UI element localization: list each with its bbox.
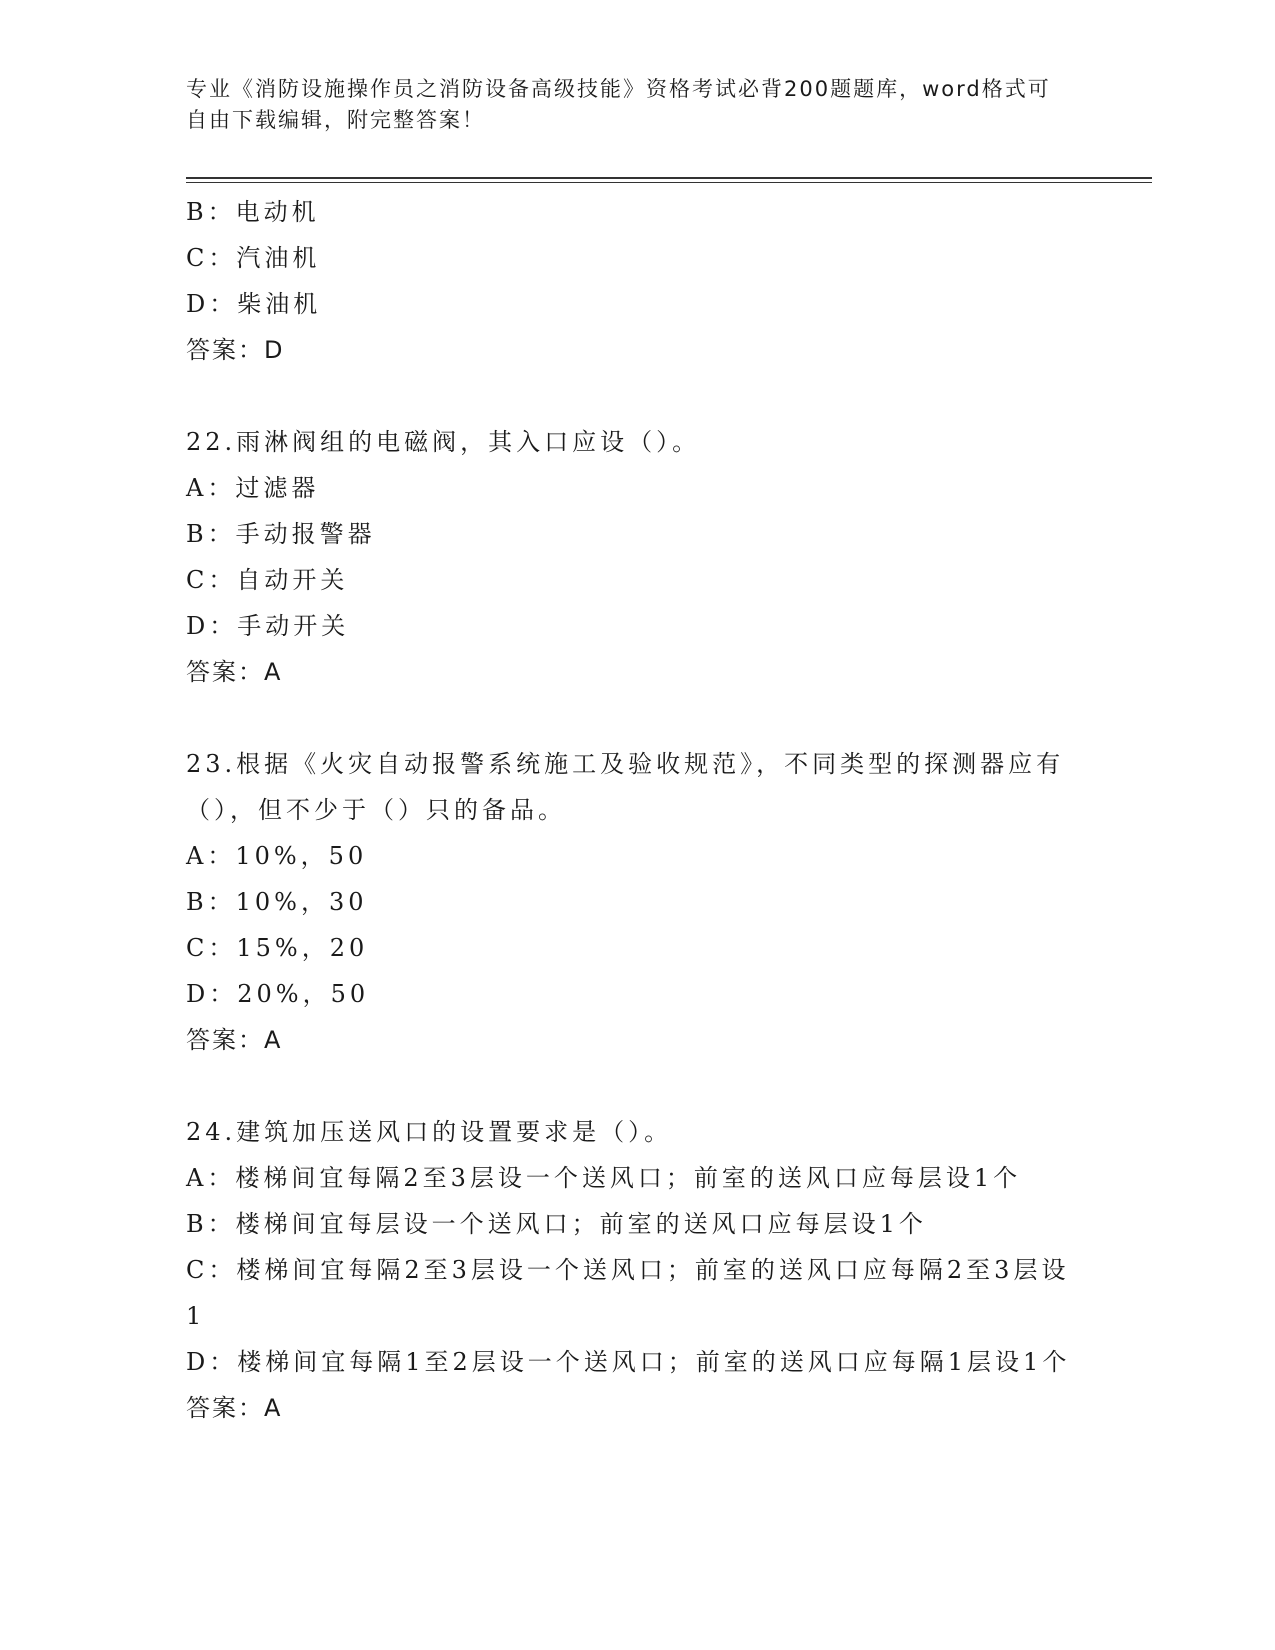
q22-question: 22.雨淋阀组的电磁阀，其入口应设（）。 <box>186 428 701 456</box>
q23-option-d: D：20%，50 <box>186 980 370 1008</box>
header-divider <box>186 177 1152 179</box>
q22-option-c: C：自动开关 <box>186 566 349 594</box>
q24-answer: 答案：A <box>186 1394 283 1422</box>
q23-option-b: B：10%，30 <box>186 888 368 916</box>
header-divider-thin <box>186 182 1152 183</box>
q21-option-d: D：柴油机 <box>186 290 322 318</box>
q23-option-c: C：15%，20 <box>186 934 369 962</box>
q23-question: 23.根据《火灾自动报警系统施工及验收规范》，不同类型的探测器应有（），但不少于（）只的备品。 <box>186 750 1065 824</box>
q21-option-b: B：电动机 <box>186 198 320 226</box>
q24-option-b: B：楼梯间宜每层设一个送风口；前室的送风口应每层设1个 <box>186 1210 927 1238</box>
q21-answer: 答案：D <box>186 336 285 364</box>
q21-option-c: C：汽油机 <box>186 244 321 272</box>
q23-option-a: A：10%，50 <box>186 842 368 870</box>
q23-answer: 答案：A <box>186 1026 283 1054</box>
q22-option-b: B：手动报警器 <box>186 520 376 548</box>
q24-option-a: A：楼梯间宜每隔2至3层设一个送风口；前室的送风口应每层设1个 <box>186 1164 1022 1192</box>
question-list <box>186 189 1086 1431</box>
q24-option-d: D：楼梯间宜每隔1至2层设一个送风口；前室的送风口应每隔1层设1个 <box>186 1348 1071 1376</box>
q24-option-c: C：楼梯间宜每隔2至3层设一个送风口；前室的送风口应每隔2至3层设1 <box>186 1256 1070 1330</box>
q24-question: 24.建筑加压送风口的设置要求是（）。 <box>186 1118 673 1146</box>
q22-option-d: D：手动开关 <box>186 612 350 640</box>
q22-answer: 答案：A <box>186 658 283 686</box>
q22-option-a: A：过滤器 <box>186 474 320 502</box>
document-header: 专业《消防设施操作员之消防设备高级技能》资格考试必背200题题库，word格式可自由下载编辑，附完整答案！ <box>186 77 1051 132</box>
